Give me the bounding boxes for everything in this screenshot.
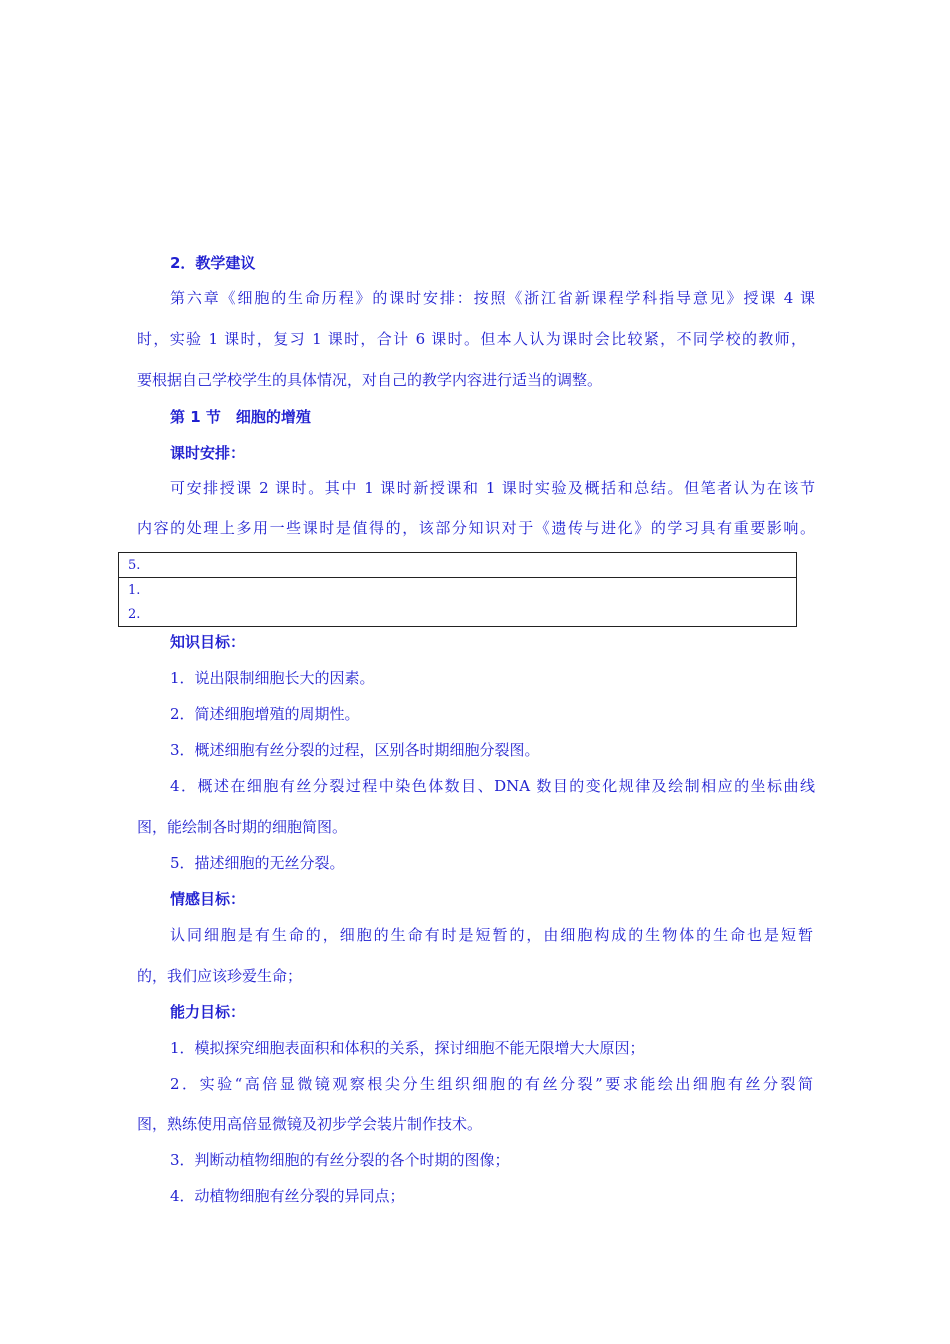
- emotion-heading: 情感目标：: [170, 890, 246, 908]
- knowledge-item-5: 5．描述细胞的无丝分裂。: [170, 854, 345, 872]
- schedule-line-1: 可安排授课 2 课时。其中 1 课时新授课和 1 课时实验及概括和总结。但笔者认为在该节: [170, 479, 815, 497]
- intro-line-3: 要根据自己学校学生的具体情况，对自己的教学内容进行适当的调整。: [137, 371, 603, 389]
- ability-item-3: 3．判断动植物细胞的有丝分裂的各个时期的图像；: [170, 1151, 510, 1169]
- box-row-2: [119, 578, 796, 626]
- schedule-heading: 课时安排：: [170, 444, 246, 462]
- box-row-2-line-2: 2.: [128, 607, 141, 622]
- knowledge-item-4-line-1: 4．概述在细胞有丝分裂过程中染色体数目、DNA 数目的变化规律及绘制相应的坐标曲线: [170, 777, 815, 795]
- ability-item-2-line-2: 图，熟练使用高倍显微镜及初步学会装片制作技术。: [137, 1115, 483, 1133]
- section-heading: 2．教学建议: [170, 254, 256, 272]
- box-row-1: [119, 553, 796, 578]
- bordered-box-table: [118, 552, 797, 627]
- knowledge-item-3: 3．概述细胞有丝分裂的过程，区别各时期细胞分裂图。: [170, 741, 540, 759]
- box-row-1-text: 5.: [128, 558, 141, 573]
- knowledge-item-2: 2．简述细胞增殖的周期性。: [170, 705, 360, 723]
- knowledge-item-1: 1．说出限制细胞长大的因素。: [170, 669, 375, 687]
- ability-heading: 能力目标：: [170, 1003, 246, 1021]
- ability-item-1: 1．模拟探究细胞表面积和体积的关系，探讨细胞不能无限增大大原因；: [170, 1039, 645, 1057]
- knowledge-item-4-line-2: 图，能绘制各时期的细胞简图。: [137, 818, 348, 836]
- emotion-line-2: 的，我们应该珍爱生命；: [137, 967, 303, 985]
- schedule-line-2: 内容的处理上多用一些课时是值得的，该部分知识对于《遗传与进化》的学习具有重要影响。: [137, 519, 815, 537]
- ability-item-4: 4．动植物细胞有丝分裂的异同点；: [170, 1187, 405, 1205]
- emotion-line-1: 认同细胞是有生命的，细胞的生命有时是短暂的，由细胞构成的生物体的生命也是短暂: [170, 926, 813, 944]
- intro-line-1: 第六章《细胞的生命历程》的课时安排：按照《浙江省新课程学科指导意见》授课 4 课: [170, 289, 815, 307]
- knowledge-heading: 知识目标：: [170, 633, 246, 651]
- box-row-2-line-1: 1.: [128, 583, 141, 598]
- intro-line-2: 时，实验 1 课时，复习 1 课时，合计 6 课时。但本人认为课时会比较紧，不同学校的教师，: [137, 330, 806, 348]
- lesson-title: 第 1 节 细胞的增殖: [170, 408, 311, 426]
- ability-item-2-line-1: 2．实验“高倍显微镜观察根尖分生组织细胞的有丝分裂”要求能绘出细胞有丝分裂简: [170, 1075, 813, 1093]
